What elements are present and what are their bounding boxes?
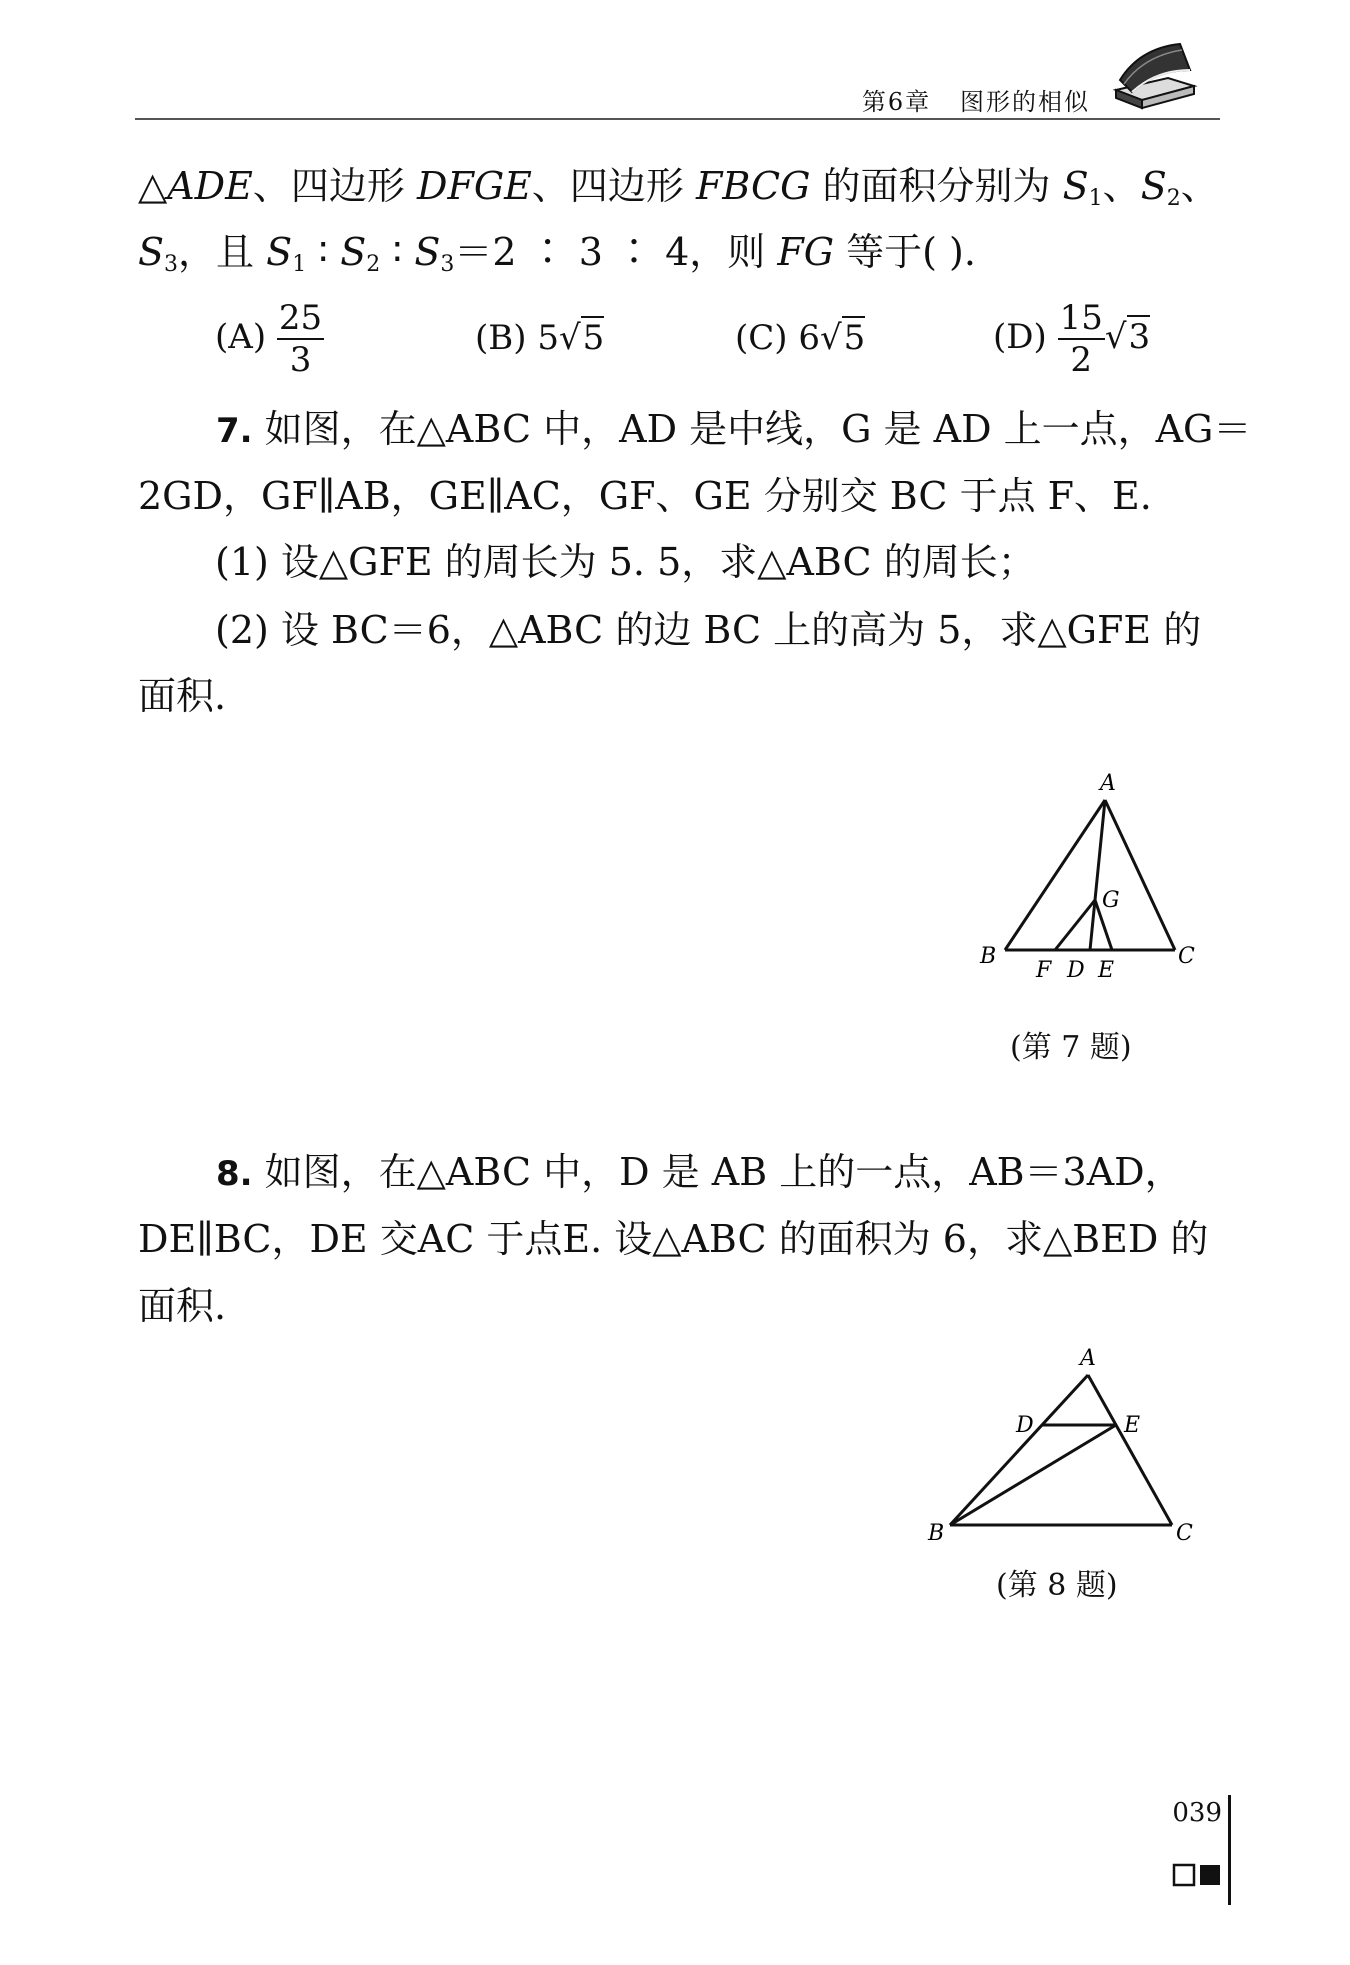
q7-label-e: E [1098, 958, 1115, 983]
chapter-number: 第6章 [861, 88, 932, 116]
q7-label-g: G [1102, 888, 1120, 913]
q8-side-ab [950, 1375, 1088, 1525]
page-squares-icon [1172, 1862, 1224, 1892]
q8-line-1: 8. 如图，在△ABC 中，D 是 AB 上的一点，AB＝3AD， [216, 1150, 1183, 1194]
q8-label-c: C [1176, 1521, 1193, 1546]
q7-label-c: C [1178, 944, 1195, 969]
q6-line-2: $S_3$，且 $S_1$ ∶ $S_2$ ∶ $S_3=2$ ∶ 3 ∶ 4，则 FG 等于( ). [138, 230, 976, 277]
q7-label-a: A [1100, 771, 1116, 796]
q7-figure [950, 765, 1210, 990]
q8-caption: (第 8 题) [996, 1568, 1118, 1603]
q6-choice-a: (A) $\frac{25}{3}$ [215, 298, 323, 380]
book-stack-icon [1110, 40, 1200, 118]
page-margin-bar [1228, 1795, 1231, 1905]
page-header [135, 40, 1220, 122]
q7-line-2: 2GD，GF∥AB，GE∥AC，GF、GE 分别交 BC 于点 F、E. [138, 474, 1152, 518]
q7-label-d: D [1067, 958, 1085, 983]
q7-side-ab [1005, 800, 1105, 950]
q8-segment-be [950, 1425, 1116, 1525]
chapter-title [862, 82, 1090, 117]
q8-line-2: DE∥BC，DE 交AC 于点E. 设△ABC 的面积为 6，求△BED 的 [138, 1217, 1209, 1261]
q7-side-ac [1105, 800, 1175, 950]
q8-label-a: A [1080, 1346, 1096, 1371]
q7-part-1: (1) 设△GFE 的周长为 5. 5，求△ABC 的周长； [215, 540, 1036, 584]
q8-label-e: E [1124, 1413, 1141, 1438]
q7-segment-gf [1055, 900, 1095, 950]
q7-line-1: 7. 如图，在△ABC 中，AD 是中线，G 是 AD 上一点，AG＝ [216, 407, 1252, 451]
q7-caption: (第 7 题) [1010, 1030, 1132, 1065]
q6-choice-d: (D) $\frac{15}{2}$ √3 [993, 298, 1151, 380]
page-number: 039 [1172, 1798, 1222, 1828]
q8-figure [920, 1340, 1210, 1550]
q7-label-b: B [980, 944, 997, 969]
q8-line-3: 面积. [138, 1284, 227, 1328]
header-divider [135, 118, 1220, 120]
q6-choice-b: (B) 5√5 [475, 318, 605, 358]
chapter-name: 图形的相似 [960, 88, 1090, 116]
q7-part-2: (2) 设 BC＝6，△ABC 的边 BC 上的高为 5，求△GFE 的 [215, 608, 1202, 652]
q8-label-d: D [1016, 1413, 1034, 1438]
q8-side-ac [1088, 1375, 1172, 1525]
q7-label-f: F [1036, 958, 1052, 983]
q8-label-b: B [928, 1521, 945, 1546]
q7-median-ad [1090, 800, 1105, 950]
q6-line-1: △ADE、四边形 DFGE、四边形 FBCG 的面积分别为 $S_1$、$S_2$、 [138, 164, 1219, 211]
q6-choice-c: (C) 6√5 [735, 318, 866, 358]
q7-part-2-end: 面积. [138, 674, 227, 718]
